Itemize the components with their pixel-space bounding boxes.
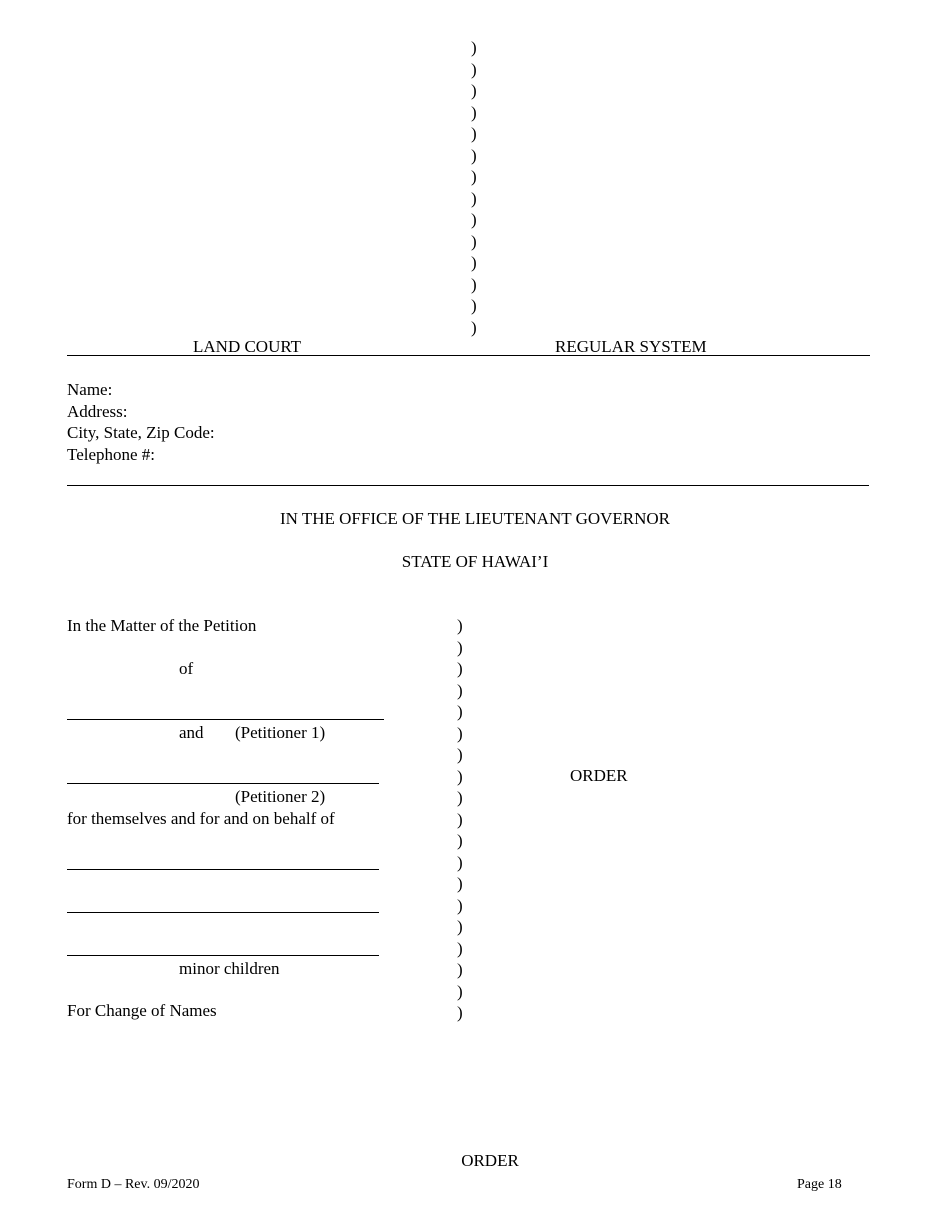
regular-system-label: REGULAR SYSTEM	[555, 337, 707, 356]
paren-mark: )	[471, 167, 477, 186]
contact-divider	[67, 485, 869, 486]
paren-mark: )	[457, 960, 463, 979]
footer-order-title: ORDER	[461, 1151, 519, 1170]
petitioner2-name-line	[67, 783, 379, 784]
paren-mark: )	[457, 702, 463, 721]
paren-mark: )	[471, 59, 477, 79]
paren-mark: )	[471, 210, 477, 229]
paren-mark: )	[457, 680, 463, 700]
header-paren-column	[471, 37, 477, 338]
paren-mark: )	[457, 723, 463, 743]
paren-mark: )	[471, 274, 477, 294]
of-text: of	[179, 659, 194, 678]
paren-mark: )	[457, 874, 463, 893]
petitioner2-label: (Petitioner 2)	[235, 787, 326, 806]
behalf-text: for themselves and for and on behalf of	[67, 809, 335, 828]
paren-mark: )	[457, 659, 463, 678]
paren-mark: )	[471, 253, 477, 272]
child1-name-line	[67, 869, 379, 870]
paren-mark: )	[457, 745, 463, 764]
paren-mark: )	[471, 81, 477, 100]
paren-mark: )	[457, 788, 463, 807]
paren-mark: )	[457, 917, 463, 936]
paren-mark: )	[457, 938, 463, 958]
form-revision: Form D – Rev. 09/2020	[67, 1177, 200, 1192]
change-of-names-text: For Change of Names	[67, 1001, 217, 1020]
paren-mark: )	[457, 637, 463, 657]
paren-mark: )	[471, 145, 477, 165]
caption-order-label: ORDER	[570, 766, 628, 785]
paren-mark: )	[457, 895, 463, 915]
paren-mark: )	[471, 296, 477, 315]
land-court-label: LAND COURT	[193, 337, 302, 356]
minor-children-text: minor children	[179, 959, 280, 978]
caption-paren-column	[457, 615, 463, 1024]
paren-mark: )	[471, 102, 477, 122]
paren-mark: )	[471, 231, 477, 251]
office-heading: IN THE OFFICE OF THE LIEUTENANT GOVERNOR	[279, 509, 671, 528]
telephone-label: Telephone #:	[67, 445, 156, 464]
paren-mark: )	[471, 38, 477, 57]
paren-mark: )	[457, 766, 463, 786]
petitioner1-name-line	[67, 719, 384, 720]
paren-mark: )	[471, 317, 477, 337]
name-label: Name:	[67, 380, 113, 399]
paren-mark: )	[457, 616, 463, 635]
state-heading: STATE OF HAWAI’I	[401, 552, 549, 571]
child2-name-line	[67, 912, 379, 913]
paren-mark: )	[457, 831, 463, 850]
page-number: Page 18	[797, 1177, 842, 1192]
paren-mark: )	[471, 124, 477, 143]
paren-mark: )	[457, 852, 463, 872]
paren-mark: )	[457, 981, 463, 1001]
paren-mark: )	[457, 809, 463, 829]
header-divider	[67, 355, 870, 356]
paren-mark: )	[471, 188, 477, 208]
and-text: and	[179, 723, 204, 742]
child3-name-line	[67, 955, 379, 956]
paren-mark: )	[457, 1003, 463, 1022]
city-state-zip-label: City, State, Zip Code:	[67, 423, 215, 442]
matter-text: In the Matter of the Petition	[67, 616, 257, 635]
petitioner1-label: (Petitioner 1)	[235, 723, 326, 742]
address-label: Address:	[67, 402, 128, 421]
